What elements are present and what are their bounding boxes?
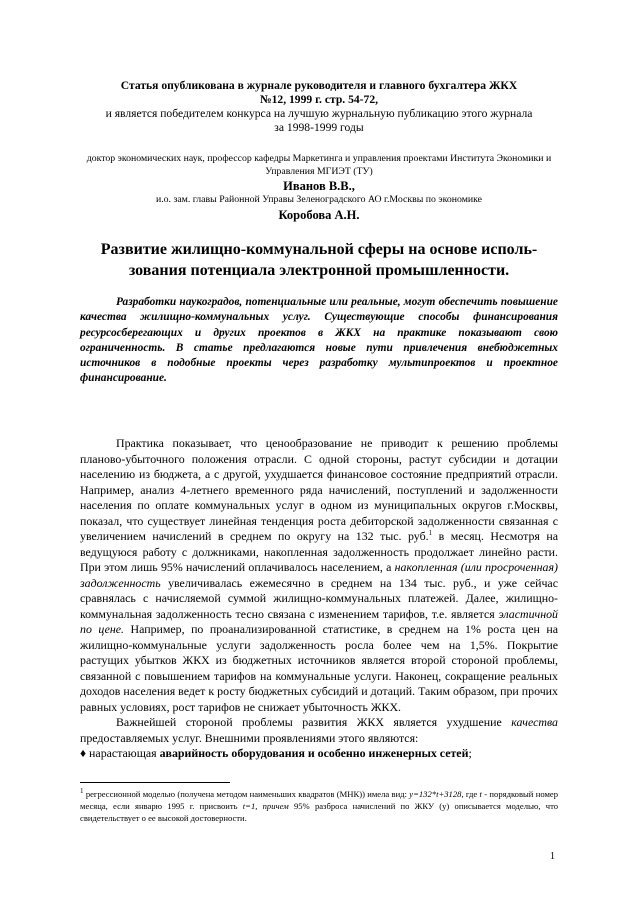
article-body [80,436,558,762]
footnote-ref: 1 [428,529,433,538]
author-2-name: Коробова А.Н. [278,207,360,222]
bullet-text-bold: аварийность оборудования и особенно инженерных сетей [159,746,469,760]
abstract: Разработки наукоградов, потенциальные или реальные, могут обеспечить повышение качества жилищно-коммунальных услуг. Существующие способы финансирования ресурсосберегающих и других проектов в ЖКХ на практике показывают свою ограниченность. В статье предлагаются новые пути привлечения внебюджетных источников в подобные проекты через разработку мультипроектов и проектное финансирование. [80,296,558,385]
paragraph-2-text-b: предоставляемых услуг. Внешними проявлениями этого являются: [80,730,419,745]
bullet-text-a: нарастающая [86,746,160,760]
footnote-text-b: , где [461,789,480,799]
paragraph-2-italic: качества [511,715,558,729]
paragraph-1-text-b: в месяц. Несмотря на ведущуюся работу с должниками, накопленная задолженность продолжает линейно расти. При этом лишь 95% начислений оплачивалось населением, а [80,529,559,574]
publication-line-3: и является победителем конкурса на лучшую журнальную публикацию этого журнала [105,107,533,120]
publication-note [80,79,558,135]
footnote [80,788,558,825]
paragraph-1-text-c: увеличивалась ежемесячно в среднем на 134 тыс. руб., и уже сейчас сравнялась с начисляемой суммой жилищно-коммунальных платежей. Далее, жилищно-коммунальная задолженность тесно связана с изменением тарифов, т.е. является [80,575,558,621]
paragraph-2-text-a: Важнейшей стороной проблемы развития ЖКХ является ухудшение [116,715,512,729]
paragraph-2 [80,715,558,746]
article-title: Развитие жилищно-коммунальной сферы на основе исполь-зования потенциала электронной промышленности. [100,241,538,279]
footnote-text-d: 95% разброса начислений по ЖКУ (y) описывается моделью, что свидетельствует о ее высокой достоверности. [80,801,559,824]
paragraph-1-italic-2: эластичной по цене. [80,606,558,636]
footnote-t-variable: t [479,789,482,799]
bullet-text-b: ; [468,746,472,760]
bullet-item [80,746,558,762]
publication-line-2: №12, 1999 г. стр. 54-72, [259,93,379,106]
footnote-t-assignment: t=1, причем [242,801,289,812]
page-number: 1 [550,851,555,862]
footnote-text-c: - порядковый номер месяца, если январю 1995 г. присвоить [80,789,559,812]
publication-line-4: за 1998-1999 годы [274,121,364,134]
paragraph-1-text-d: Например, по проанализированной статистике, в среднем на 1% роста цен на жилищно-коммунальные услуги задолженность росла более чем на 1,5%. Покрытие растущих убытков ЖКХ из бюджетных источников является второй стороной проблемы, связанной с повышением тарифов на коммунальные услуги. Наконец, сокращение реальных доходов населения ведет к росту бюджетных субсидий и дотаций. Таким образом, при прочих равных условиях, рост тарифов не снижает убыточность ЖКХ. [80,622,558,714]
publication-line-1: Статья опубликована в журнале руководителя и главного бухгалтера ЖКХ [120,79,518,92]
author-1-affiliation: доктор экономических наук, профессор кафедры Маркетинга и управления проектами Института Экономики и Управления МГИЭТ (ТУ) [86,153,552,177]
footnote-formula: y=132*t+3128 [409,789,462,799]
author-2-affiliation: и.о. зам. главы Районной Управы Зеленоградского АО г.Москвы по экономике [155,194,483,205]
diamond-bullet-icon: ♦ [80,746,87,760]
paragraph-1-italic-1: накопленная (или просроченная) задолженность [80,560,558,590]
footnote-text-a: регрессионной моделью (получена методом наименьших квадратов (МНК)) имела вид: [83,789,410,799]
author-1-name: Иванов В.В., [283,179,355,193]
paragraph-1 [80,436,558,715]
footnote-divider [80,782,230,783]
authors-block [80,153,558,223]
paragraph-1-text-a: Практика показывает, что ценообразование не приводит к решению проблемы планово-убыточного положения отрасли. С одной стороны, растут субсидии и дотации населению из бюджета, а с другой, ухудшается финансовое состояние предприятий отрасли. Например, анализ 4-летнего временного ряда начислений, поступлений и задолженности населения по оплате коммунальных услуг в одном из муниципальных округов г.Москвы, показал, что существует линейная тенденция роста дебиторской задолженности связанная с увеличением начислений в среднем по округу на 132 тыс. руб. [80,436,558,543]
footnote-number: 1 [80,787,84,796]
